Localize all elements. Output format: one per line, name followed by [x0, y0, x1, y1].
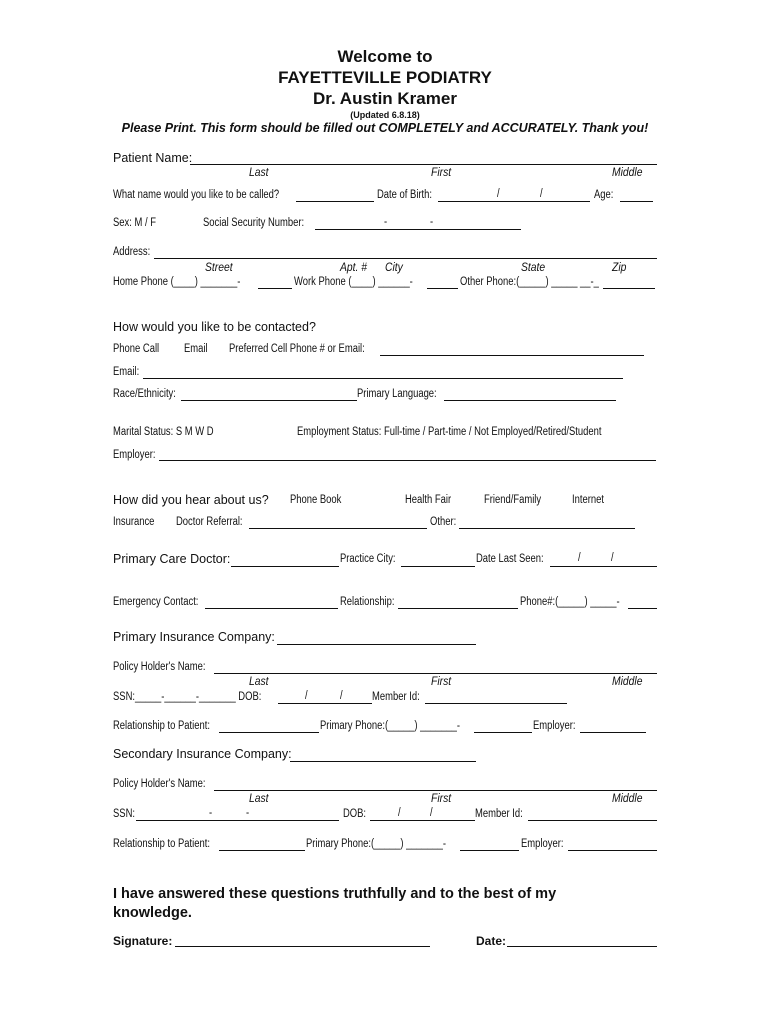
emergency-phone-field[interactable] [628, 608, 657, 609]
sub-label-street: Street [205, 262, 233, 274]
primary-sub-last: Last [249, 676, 269, 688]
language-field[interactable] [444, 400, 616, 401]
updated-date: (Updated 6.8.18) [350, 110, 420, 120]
primary-holder-field[interactable] [214, 673, 657, 674]
primary-member-label: Member Id: [372, 691, 420, 703]
primary-phone-label: Primary Phone:(_____) _______- [320, 720, 460, 732]
work-phone-field[interactable] [427, 288, 458, 289]
preferred-cell-field[interactable] [380, 355, 644, 356]
marital-status-label[interactable]: Marital Status: S M W D [113, 426, 214, 438]
secondary-employer-label: Employer: [521, 838, 564, 850]
age-field[interactable] [620, 201, 653, 202]
dob-label: Date of Birth: [377, 189, 433, 201]
practice-city-label: Practice City: [340, 553, 396, 565]
doctor-referral-field[interactable] [249, 528, 427, 529]
secondary-insurance-heading: Secondary Insurance Company: [113, 747, 292, 761]
race-field[interactable] [181, 400, 357, 401]
practice-city-field[interactable] [401, 566, 475, 567]
primary-holder-label: Policy Holder's Name: [113, 661, 206, 673]
dob-field[interactable] [438, 201, 590, 202]
secondary-relationship-field[interactable] [219, 850, 305, 851]
option-phone-call[interactable]: Phone Call [113, 343, 160, 355]
other-phone-label: Other Phone:(_____) _____ __-_ [460, 276, 599, 288]
primary-sub-first: First [431, 676, 452, 688]
secondary-relationship-label: Relationship to Patient: [113, 838, 210, 850]
option-phone-book[interactable]: Phone Book [290, 494, 342, 506]
practice-name: FAYETTEVILLE PODIATRY [278, 68, 492, 87]
attestation-statement: I have answered these questions truthfully and to the best of my knowledge. [113, 886, 557, 921]
preferred-name-field[interactable] [296, 201, 374, 202]
signature-label: Signature: [113, 934, 173, 948]
form-instruction: Please Print. This form should be filled out COMPLETELY and ACCURATELY. Thank you! [121, 121, 649, 135]
ssn-dash-1: - [384, 216, 388, 228]
relationship-field[interactable] [398, 608, 518, 609]
emergency-phone-label: Phone#:(_____) _____- [520, 596, 620, 608]
referral-other-label: Other: [430, 516, 457, 528]
emergency-contact-label: Emergency Contact: [113, 596, 199, 608]
address-label: Address: [113, 246, 151, 258]
preferred-name-label: What name would you like to be called? [113, 189, 280, 201]
secondary-holder-label: Policy Holder's Name: [113, 778, 206, 790]
primary-member-field[interactable] [425, 703, 567, 704]
secondary-sub-middle: Middle [612, 793, 643, 805]
secondary-ssn-dash-1: - [209, 807, 213, 819]
doctor-name: Dr. Austin Kramer [313, 89, 457, 108]
option-internet[interactable]: Internet [572, 494, 604, 506]
work-phone-label: Work Phone (____) ______- [294, 276, 413, 288]
secondary-insurance-field[interactable] [290, 761, 476, 762]
sub-label-state: State [521, 262, 546, 274]
home-phone-label: Home Phone (____) _______- [113, 276, 241, 288]
option-health-fair[interactable]: Health Fair [405, 494, 452, 506]
secondary-employer-field[interactable] [568, 850, 657, 851]
last-seen-slash-2: / [611, 552, 614, 564]
primary-dob-slash-1: / [305, 690, 308, 702]
secondary-sub-first: First [431, 793, 452, 805]
sub-label-city: City [385, 262, 403, 274]
age-label: Age: [594, 189, 614, 201]
primary-phone-field[interactable] [474, 732, 532, 733]
primary-insurance-field[interactable] [277, 644, 476, 645]
primary-sub-middle: Middle [612, 676, 643, 688]
email-label: Email: [113, 366, 140, 378]
secondary-sub-last: Last [249, 793, 269, 805]
primary-employer-field[interactable] [580, 732, 646, 733]
sub-label-apt: Apt. # [340, 262, 368, 274]
secondary-dob-slash-1: / [398, 807, 401, 819]
primary-relationship-label: Relationship to Patient: [113, 720, 210, 732]
date-last-seen-field[interactable] [550, 566, 657, 567]
secondary-ssn-field[interactable] [136, 820, 339, 821]
doctor-referral-label: Doctor Referral: [176, 516, 243, 528]
primary-insurance-heading: Primary Insurance Company: [113, 630, 275, 644]
welcome-heading: Welcome to [337, 47, 433, 66]
employer-field[interactable] [159, 460, 656, 461]
other-phone-field[interactable] [603, 288, 655, 289]
secondary-holder-field[interactable] [214, 790, 657, 791]
secondary-phone-field[interactable] [460, 850, 519, 851]
emergency-contact-field[interactable] [205, 608, 338, 609]
sub-label-middle: Middle [612, 167, 643, 179]
primary-care-field[interactable] [231, 566, 339, 567]
signature-field[interactable] [175, 946, 430, 947]
primary-relationship-field[interactable] [219, 732, 319, 733]
language-label: Primary Language: [357, 388, 437, 400]
primary-ssn-dob-label: SSN:_____-______-_______ DOB: [113, 691, 262, 703]
option-insurance[interactable]: Insurance [113, 516, 155, 528]
referral-heading: How did you hear about us? [113, 493, 269, 507]
ssn-dash-2: - [430, 216, 434, 228]
secondary-member-label: Member Id: [475, 808, 523, 820]
email-field[interactable] [143, 378, 623, 379]
secondary-dob-slash-2: / [430, 807, 433, 819]
date-last-seen-label: Date Last Seen: [476, 553, 544, 565]
employer-label: Employer: [113, 449, 156, 461]
sub-label-zip: Zip [612, 262, 627, 274]
primary-dob-slash-2: / [340, 690, 343, 702]
dob-slash-1: / [497, 188, 500, 200]
secondary-ssn-dash-2: - [246, 807, 250, 819]
date-field[interactable] [507, 946, 657, 947]
option-friend-family[interactable]: Friend/Family [484, 494, 542, 506]
date-label: Date: [476, 934, 507, 948]
relationship-label: Relationship: [340, 596, 395, 608]
sub-label-first: First [431, 167, 452, 179]
referral-other-field[interactable] [459, 528, 635, 529]
last-seen-slash-1: / [578, 552, 581, 564]
secondary-dob-label: DOB: [343, 808, 367, 820]
ssn-label: Social Security Number: [203, 217, 305, 229]
patient-name-field[interactable] [190, 164, 657, 165]
preferred-cell-label: Preferred Cell Phone # or Email: [229, 343, 365, 355]
secondary-member-field[interactable] [528, 820, 657, 821]
sex-label[interactable]: Sex: M / F [113, 217, 156, 229]
home-phone-field[interactable] [258, 288, 292, 289]
employment-status-label[interactable]: Employment Status: Full-time / Part-time / Not Employed/Retired/Student [297, 426, 602, 438]
address-field[interactable] [154, 258, 657, 259]
primary-care-label: Primary Care Doctor: [113, 552, 231, 566]
option-email[interactable]: Email [184, 343, 208, 355]
dob-slash-2: / [540, 188, 543, 200]
patient-name-label: Patient Name: [113, 151, 193, 165]
primary-employer-label: Employer: [533, 720, 576, 732]
primary-dob-field[interactable] [278, 703, 372, 704]
secondary-phone-label: Primary Phone:(_____) _______- [306, 838, 446, 850]
ssn-field[interactable] [315, 229, 521, 230]
secondary-ssn-label: SSN: [113, 808, 136, 820]
contact-heading: How would you like to be contacted? [113, 320, 316, 334]
secondary-dob-field[interactable] [370, 820, 475, 821]
race-label: Race/Ethnicity: [113, 388, 176, 400]
sub-label-last: Last [249, 167, 269, 179]
